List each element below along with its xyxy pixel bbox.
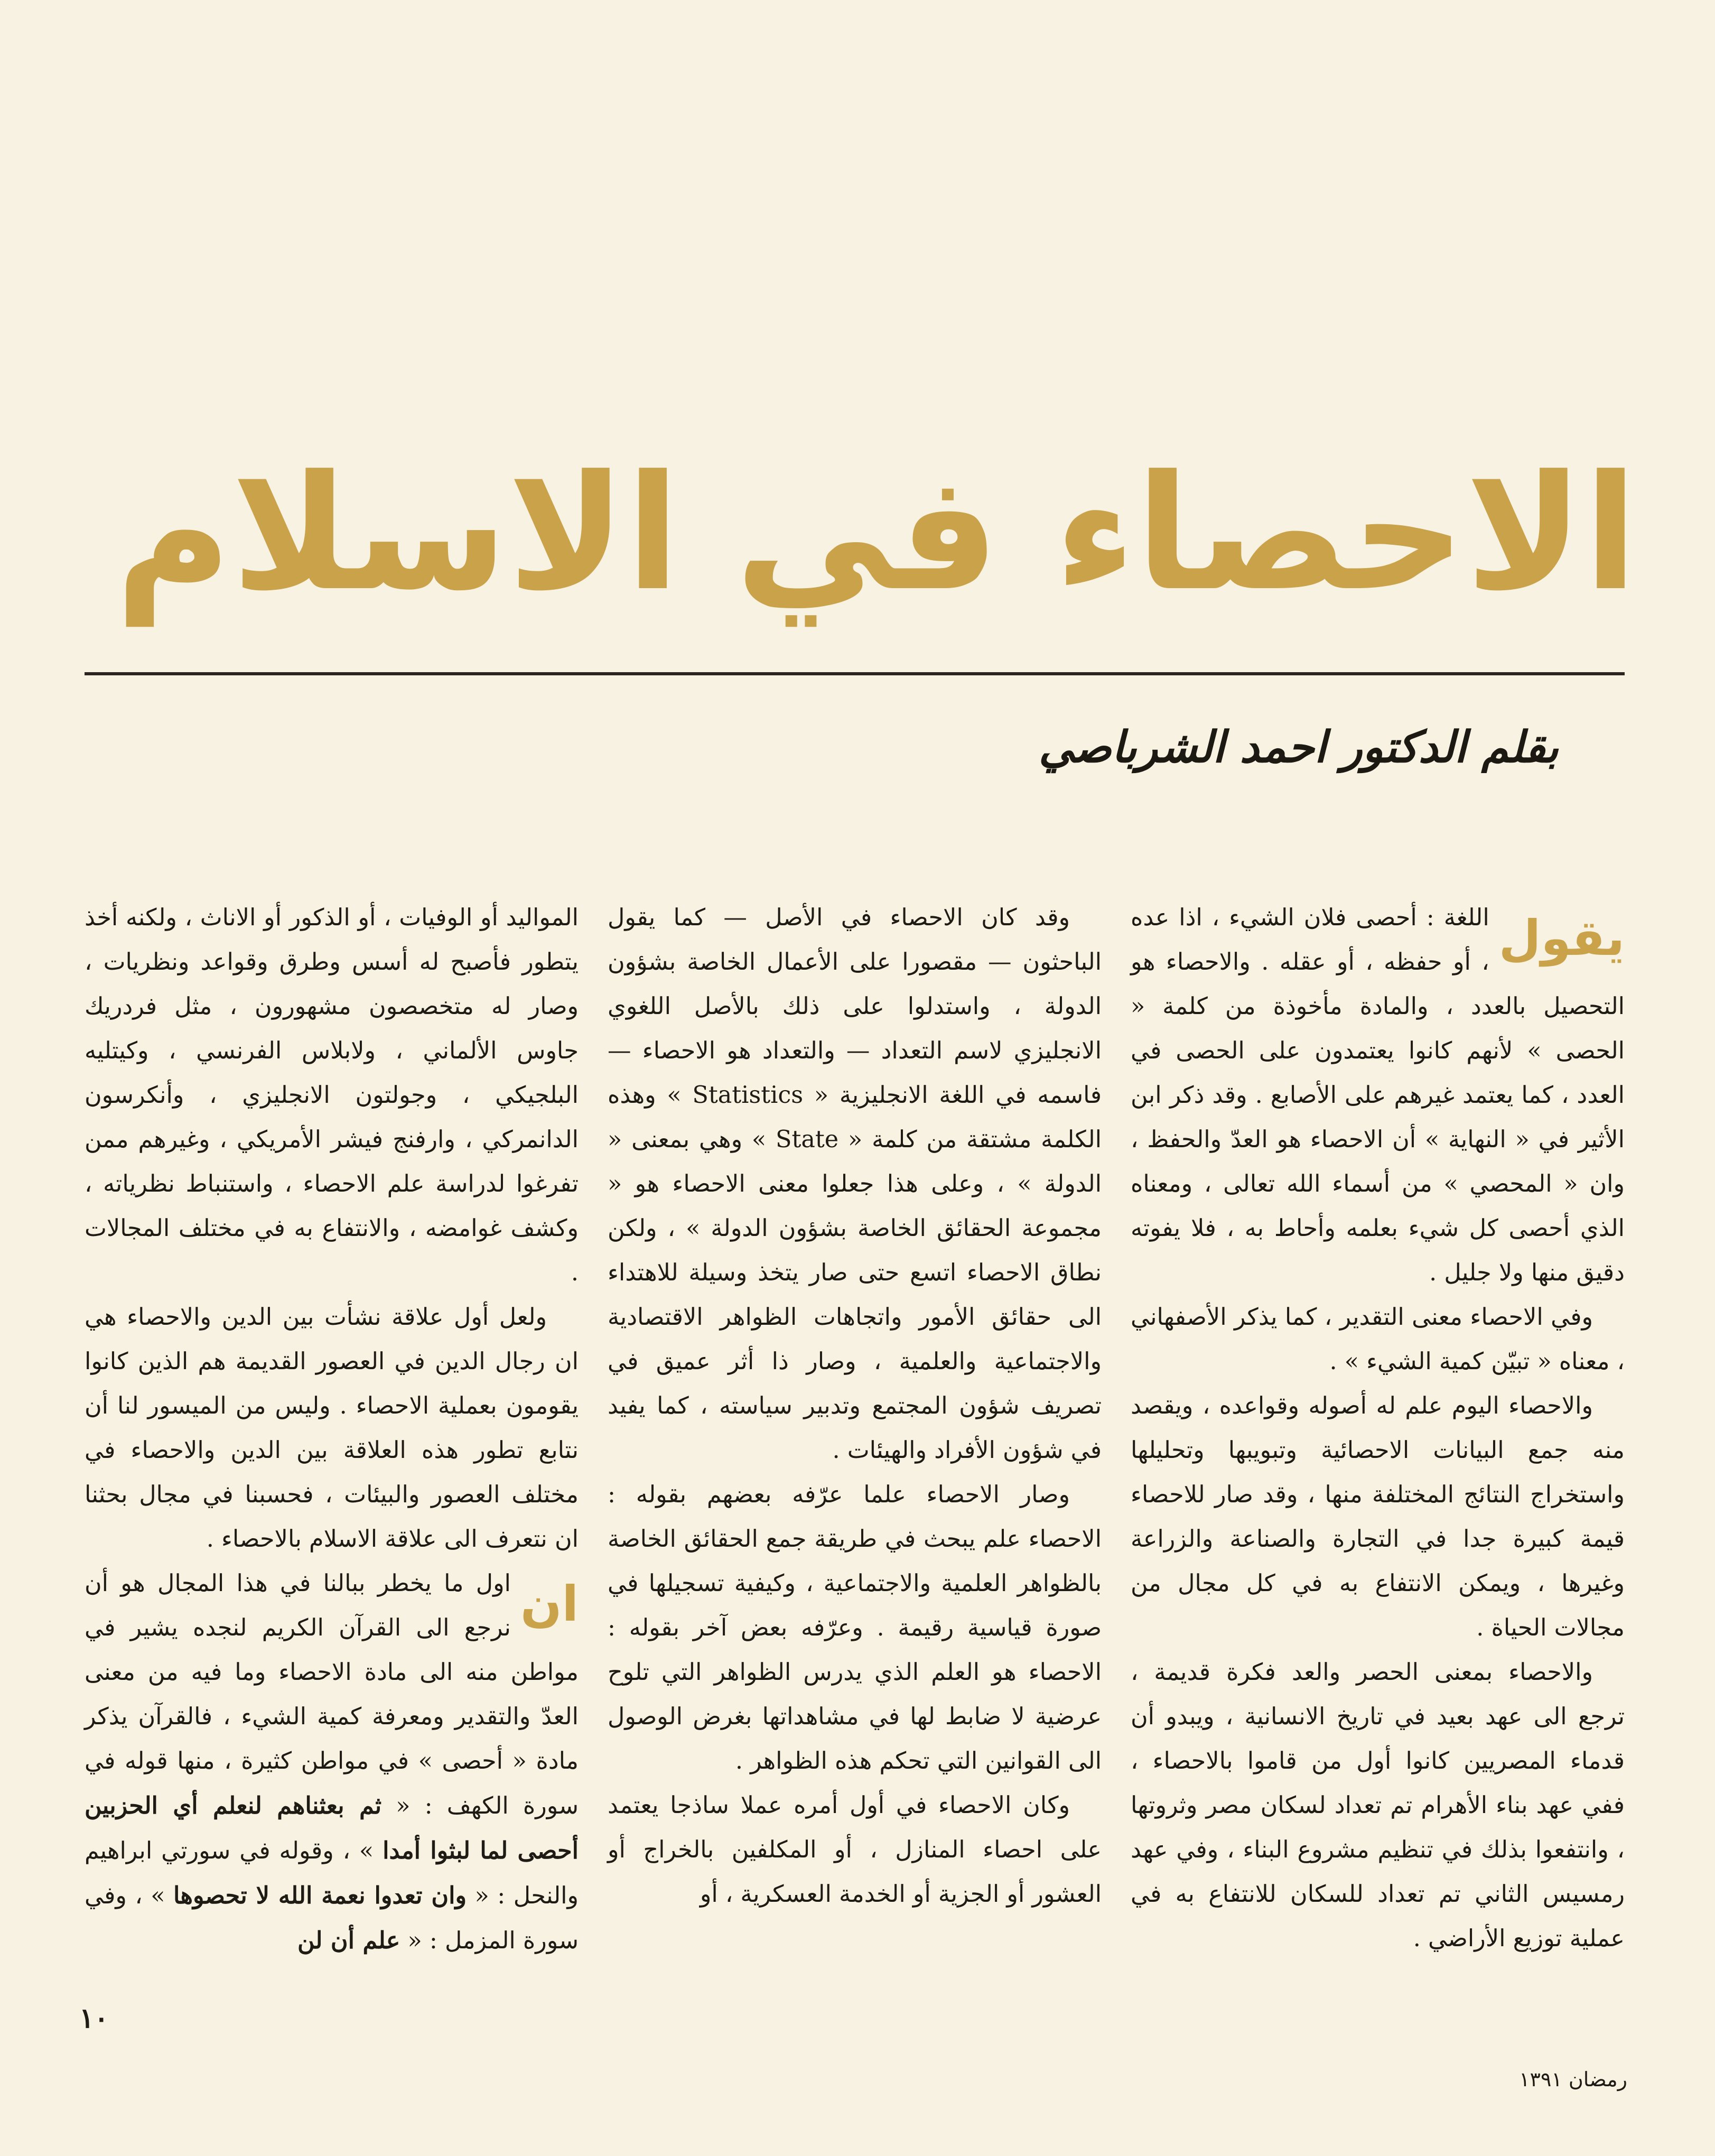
quran-quote: وان تعدوا نعمة الله لا تحصوها <box>173 1882 467 1909</box>
article-column-3 <box>85 896 579 1984</box>
paragraph: اللغة : أحصى فلان الشيء ، اذا عده ، أو حفظه ، أو عقله . والاحصاء هو التحصيل بالعدد ، والمادة مأخوذة من كلمة « الحصى » لأنهم كانوا يعتمدون على الحصى في العدد ، كما يعتمد غيرهم على الأصابع . وقد ذكر ابن الأثير في « النهاية » أن الاحصاء هو العدّ والحفظ ، وان « المحصي » من أسماء الله تعالى ، ومعناه الذي أحصى كل شيء بعلمه وأحاط به ، فلا يفوته دقيق منها ولا جليل . <box>1131 904 1625 1286</box>
paragraph: المواليد أو الوفيات ، أو الذكور أو الاناث ، ولكنه أخذ يتطور فأصبح له أسس وطرق وقواعد ونظريات ، وصار له متخصصون مشهورون ، مثل فردريك جاوس الألماني ، ولابلاس الفرنسي ، وكيتليه البلجيكي ، وجولتون الانجليزي ، وأنكرسون الدانمركي ، وارفنج فيشر الأمريكي ، وغيرهم ممن تفرغوا لدراسة علم الاحصاء ، واستنباط نظرياته ، وكشف غوامضه ، والانتفاع به في مختلف المجالات . <box>85 904 579 1286</box>
paragraph: والاحصاء بمعنى الحصر والعد فكرة قديمة ، ترجع الى عهد بعيد في تاريخ الانسانية ، ويبدو أن قدماء المصريين كانوا أول من قاموا بالاحصاء ، ففي عهد بناء الأهرام تم تعداد لسكان مصر وثروتها ، وانتفعوا بذلك في تنظيم مشروع البناء ، وفي عهد رمسيس الثاني تم تعداد للسكان للانتفاع به في عملية توزيع الأراضي . <box>1131 1659 1625 1952</box>
paragraph: وفي الاحصاء معنى التقدير ، كما يذكر الأصفهاني ، معناه « تبيّن كمية الشيء » . <box>1131 1304 1625 1375</box>
dropcap-word: ان <box>520 1576 579 1632</box>
paragraph: والاحصاء اليوم علم له أصوله وقواعده ، ويقصد منه جمع البيانات الاحصائية وتبويبها وتحليلها واستخراج النتائج المختلفة منها ، وقد صار للاحصاء قيمة كبيرة جدا في التجارة والصناعة والزراعة وغيرها ، ويمكن الانتفاع به في كل مجال من مجالات الحياة . <box>1131 1392 1625 1641</box>
paragraph: وقد كان الاحصاء في الأصل — كما يقول الباحثون — مقصورا على الأعمال الخاصة بشؤون الدولة ، واستدلوا على ذلك بالأصل اللغوي الانجليزي لاسم التعداد — والتعداد هو الاحصاء — فاسمه في اللغة الانجليزية « Statistics » وهذه الكلمة مشتقة من كلمة « State » وهي بمعنى « الدولة » ، وعلى هذا جعلوا معنى الاحصاء هو « مجموعة الحقائق الخاصة بشؤون الدولة » ، ولكن نطاق الاحصاء اتسع حتى صار يتخذ وسيلة للاهتداء الى حقائق الأمور واتجاهات الظواهر الاقتصادية والاجتماعية والعلمية ، وصار ذا أثر عميق في تصريف شؤون المجتمع وتدبير سياسته ، كما يفيد في شؤون الأفراد والهيئات . <box>608 904 1102 1464</box>
issue-date-footer: رمضان ١٣٩١ <box>1519 2068 1627 2091</box>
text-run: اول ما يخطر ببالنا في هذا المجال هو أن نرجع الى القرآن الكريم لنجده يشير في مواطن منه الى مادة الاحصاء وما فيه من معنى العدّ والتقدير ومعرفة كمية الشيء ، فالقرآن يذكر مادة « أحصى » في مواطن كثيرة ، منها قوله في سورة الكهف : « <box>85 1570 579 1819</box>
dropcap-word: يقول <box>1498 910 1625 967</box>
text-run: » ، وفي سورة المزمل : « <box>85 1882 579 1954</box>
article-column-2 <box>608 896 1102 1984</box>
author-byline: بقلم الدكتور احمد الشرباصي <box>1038 722 1559 773</box>
paragraph-with-quran-quotes <box>85 1562 579 1963</box>
paragraph: وكان الاحصاء في أول أمره عملا ساذجا يعتمد على احصاء المنازل ، أو المكلفين بالخراج أو العشور أو الجزية أو الخدمة العسكرية ، أو <box>608 1792 1102 1908</box>
quran-quote: علم أن لن <box>297 1927 400 1954</box>
title-divider <box>85 672 1625 675</box>
page-number: ١٠ <box>79 2002 109 2034</box>
text-run: » ، وقوله في سورتي ابراهيم والنحل : « <box>85 1837 579 1909</box>
page-title: الاحصاء في الاسلام <box>115 441 1638 626</box>
paragraph: ولعل أول علاقة نشأت بين الدين والاحصاء هي ان رجال الدين في العصور القديمة هم الذين كانوا يقومون بعملية الاحصاء . وليس من الميسور لنا أن نتابع تطور هذه العلاقة بين الدين والاحصاء في مختلف العصور والبيئات ، فحسبنا في مجال بحثنا ان نتعرف الى علاقة الاسلام بالاحصاء . <box>85 1304 579 1553</box>
quran-quote: ثم بعثناهم لنعلم أي الحزبين أحصى لما لبثوا أمدا <box>85 1792 579 1864</box>
article-column-1 <box>1131 896 1625 1984</box>
paragraph: وصار الاحصاء علما عرّفه بعضهم بقوله : الاحصاء علم يبحث في طريقة جمع الحقائق الخاصة بالظواهر العلمية والاجتماعية ، وكيفية تسجيلها في صورة قياسية رقيمة . وعرّفه بعض آخر بقوله : الاحصاء هو العلم الذي يدرس الظواهر التي تلوح عرضية لا ضابط لها في مشاهداتها بغرض الوصول الى القوانين التي تحكم هذه الظواهر . <box>608 1481 1102 1774</box>
